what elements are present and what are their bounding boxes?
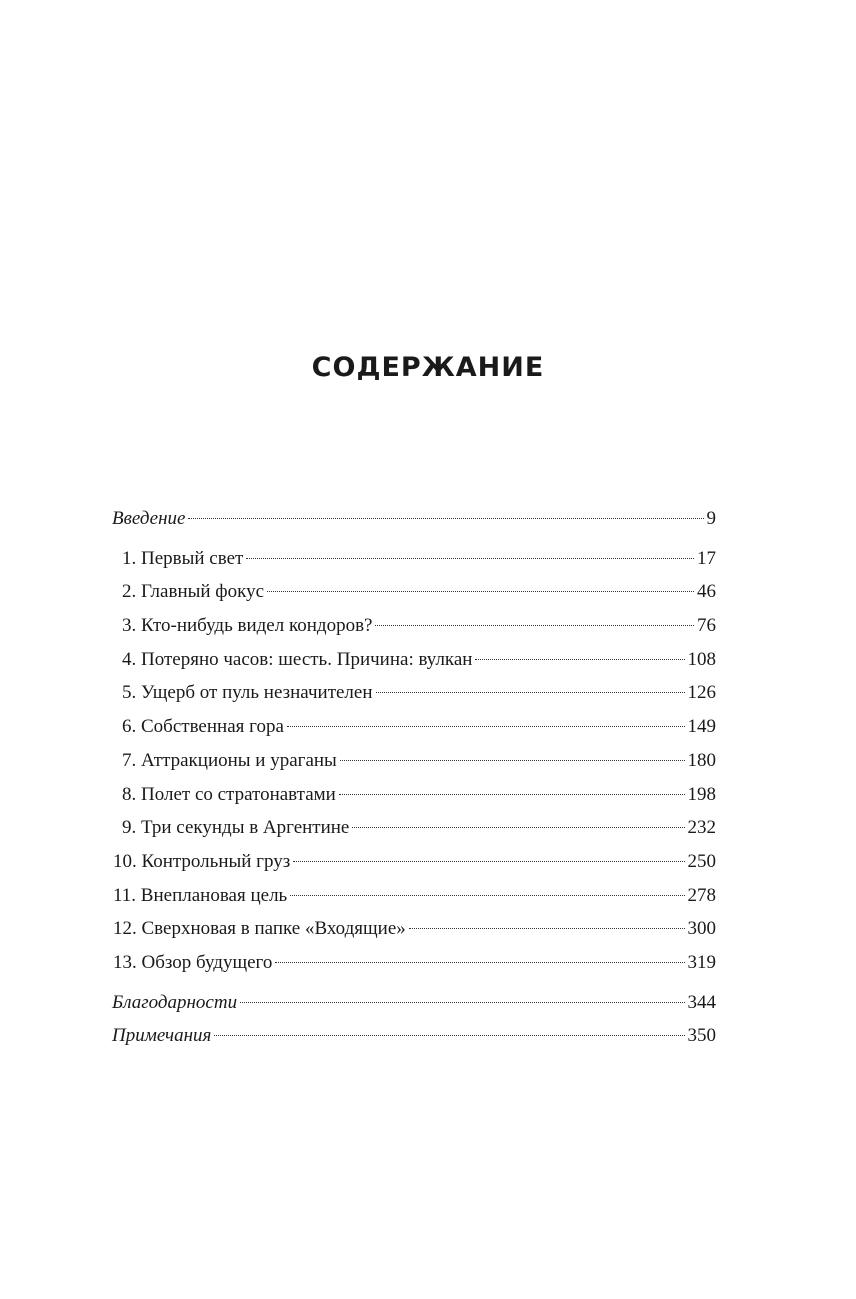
- toc-entry-chapter-9[interactable]: [112, 811, 716, 845]
- toc-entry-chapter-12[interactable]: [112, 912, 716, 946]
- table-of-contents: [112, 502, 716, 1053]
- toc-leader-dots: [293, 861, 684, 862]
- toc-entry-page: 46: [697, 581, 716, 603]
- toc-entry-label: 3. Кто-нибудь видел кондоров?: [122, 615, 373, 637]
- toc-entry-page: 17: [697, 547, 716, 569]
- toc-entry-acknowledgements[interactable]: [112, 986, 716, 1020]
- toc-entry-introduction[interactable]: [112, 502, 716, 536]
- toc-entry-label: 13. Обзор будущего: [113, 951, 273, 973]
- toc-entry-label: 12. Сверхновая в папке «Входящие»: [113, 918, 406, 940]
- toc-entry-page: 278: [687, 884, 716, 906]
- toc-leader-dots: [246, 558, 694, 559]
- page-title: СОДЕРЖАНИЕ: [311, 352, 545, 383]
- toc-entry-label: 2. Главный фокус: [122, 581, 264, 603]
- toc-entry-chapter-3[interactable]: [112, 609, 716, 643]
- toc-entry-label: 8. Полет со стратонавтами: [122, 783, 336, 805]
- toc-entry-chapter-2[interactable]: [112, 575, 716, 609]
- toc-entry-page: 198: [687, 783, 716, 805]
- toc-entry-page: 319: [687, 951, 716, 973]
- toc-leader-dots: [409, 928, 685, 929]
- toc-entry-page: 250: [687, 850, 716, 872]
- toc-entry-chapter-1[interactable]: [112, 542, 716, 576]
- toc-leader-dots: [290, 895, 684, 896]
- toc-entry-label: Введение: [112, 508, 186, 529]
- toc-entry-label: 11. Внеплановая цель: [113, 884, 288, 906]
- toc-entry-page: 344: [687, 991, 716, 1013]
- toc-entry-label: 10. Контрольный груз: [113, 850, 291, 872]
- toc-leader-dots: [376, 692, 685, 693]
- toc-entry-page: 350: [687, 1025, 716, 1047]
- toc-entry-chapter-13[interactable]: [112, 946, 716, 980]
- toc-entry-page: 9: [706, 508, 716, 529]
- toc-entry-label: 4. Потеряно часов: шесть. Причина: вулкан: [122, 648, 473, 670]
- toc-entry-chapter-4[interactable]: [112, 643, 716, 677]
- toc-entry-chapter-8[interactable]: [112, 778, 716, 812]
- toc-leader-dots: [375, 625, 694, 626]
- toc-entry-label: 1. Первый свет: [122, 547, 244, 569]
- toc-entry-chapter-5[interactable]: [112, 676, 716, 710]
- toc-entry-page: 232: [687, 817, 716, 839]
- toc-entry-notes[interactable]: [112, 1019, 716, 1053]
- toc-leader-dots: [267, 591, 694, 592]
- toc-entry-label: 7. Аттракционы и ураганы: [122, 749, 337, 771]
- toc-entry-page: 76: [697, 615, 716, 637]
- toc-entry-label: Благодарности: [112, 991, 238, 1013]
- toc-entry-label: 6. Собственная гора: [122, 716, 284, 738]
- toc-entry-label: Примечания: [112, 1025, 212, 1047]
- toc-leader-dots: [339, 794, 685, 795]
- toc-entry-chapter-11[interactable]: [112, 879, 716, 913]
- toc-entry-chapter-6[interactable]: [112, 710, 716, 744]
- toc-entry-page: 149: [687, 716, 716, 738]
- toc-leader-dots: [240, 1002, 684, 1003]
- toc-entry-page: 126: [687, 682, 716, 704]
- toc-entry-page: 108: [687, 648, 716, 670]
- toc-entry-label: 5. Ущерб от пуль незначителен: [122, 682, 373, 704]
- toc-entry-page: 180: [687, 749, 716, 771]
- toc-entry-label: 9. Три секунды в Аргентине: [122, 817, 350, 839]
- toc-leader-dots: [214, 1035, 684, 1036]
- toc-leader-dots: [340, 760, 685, 761]
- toc-entry-page: 300: [687, 918, 716, 940]
- toc-entry-chapter-10[interactable]: [112, 845, 716, 879]
- toc-leader-dots: [352, 827, 684, 828]
- toc-leader-dots: [287, 726, 685, 727]
- toc-entry-chapter-7[interactable]: [112, 744, 716, 778]
- toc-leader-dots: [475, 659, 684, 660]
- toc-leader-dots: [275, 962, 684, 963]
- toc-leader-dots: [188, 518, 703, 519]
